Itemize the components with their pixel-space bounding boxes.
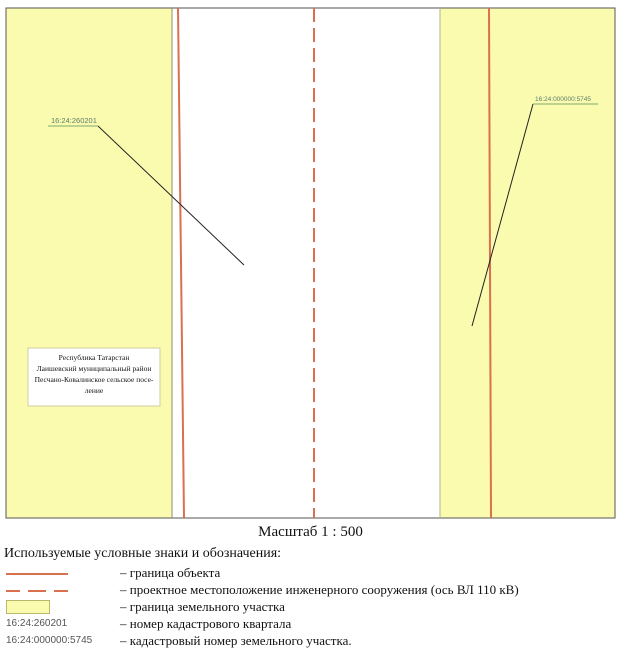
parcel-sample: 16:24:000000:5745 xyxy=(6,635,93,646)
legend-title: Используемые условные знаки и обозначения: xyxy=(4,546,282,561)
legend-row-object-border xyxy=(4,565,616,582)
legend xyxy=(4,546,616,650)
legend-desc: – кадастровый номер земельного участка. xyxy=(120,633,352,648)
region-line-3: Песчано-Ковалинское сельское посе- xyxy=(34,375,154,384)
legend-desc: – граница земельного участка xyxy=(120,599,285,614)
quarter-sample: 16:24:260201 xyxy=(6,618,68,629)
legend-row-quarter xyxy=(4,616,616,633)
region-line-4: ление xyxy=(84,386,104,395)
legend-desc: – граница объекта xyxy=(120,565,221,580)
quarter-number-label: 16:24:260201 xyxy=(51,116,97,125)
quarter-text-symbol xyxy=(6,616,116,633)
map-scale: Масштаб 1 : 500 xyxy=(258,524,363,540)
parcel-text-symbol xyxy=(6,633,116,650)
legend-desc: – проектное местоположение инженерного сооружения (ось ВЛ 110 кВ) xyxy=(120,582,519,597)
parcel-right xyxy=(440,8,615,518)
legend-row-parcel xyxy=(4,599,616,616)
yellow-fill-symbol xyxy=(6,599,116,616)
legend-row-axis xyxy=(4,582,616,599)
region-line-2: Лаишевский муниципальный район xyxy=(36,364,152,373)
parcel-number-label: 16:24:000000:5745 xyxy=(535,96,592,103)
parcel-left xyxy=(6,8,172,518)
region-line-1: Республика Татарстан xyxy=(58,353,130,362)
legend-row-parcel-number xyxy=(4,633,616,650)
dashed-line-symbol xyxy=(6,582,116,599)
legend-desc: – номер кадастрового квартала xyxy=(120,616,292,631)
solid-line-symbol xyxy=(6,565,116,582)
